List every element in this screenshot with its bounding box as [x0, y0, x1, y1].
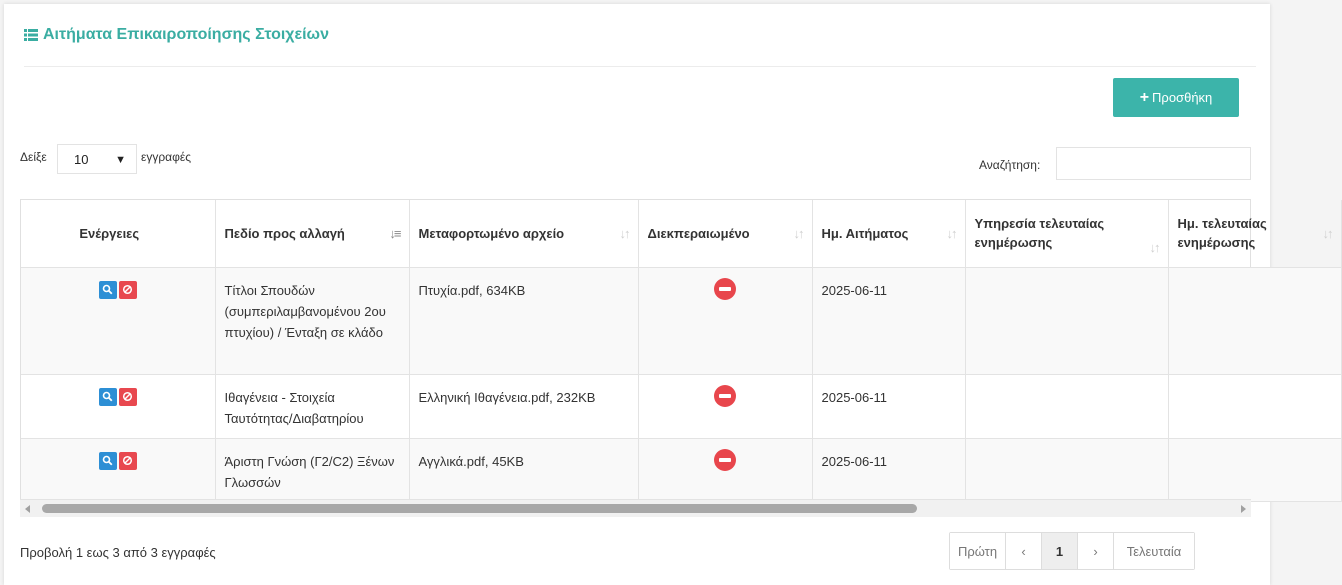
sort-desc-icon: ↓≡: [389, 226, 400, 241]
pagination-last[interactable]: Τελευταία: [1114, 533, 1194, 569]
scroll-left-icon[interactable]: [25, 505, 30, 513]
length-suffix: εγγραφές: [141, 150, 192, 164]
cell-request-date: 2025-06-11: [812, 267, 965, 374]
requests-table: [21, 200, 1342, 502]
pagination-current[interactable]: 1: [1042, 533, 1078, 569]
column-header-last-service[interactable]: Υπηρεσία τελευταίας ενημέρωσης ↓↑: [965, 200, 1168, 267]
page-title-text: Αιτήματα Επικαιροποίησης Στοιχείων: [43, 26, 329, 43]
scrollbar-thumb[interactable]: [42, 504, 917, 513]
column-header-last-update-date[interactable]: Ημ. τελευταίας ενημέρωσης ↓↑: [1168, 200, 1341, 267]
requests-table-wrapper: [20, 199, 1332, 517]
no-entry-icon: [714, 278, 736, 300]
sort-icon: ↓↑: [619, 226, 629, 241]
search-icon: [102, 391, 113, 402]
row-actions: [21, 267, 215, 374]
column-header-actions: Ενέργειες: [21, 200, 215, 267]
table-info: Προβολή 1 εως 3 από 3 εγγραφές: [20, 545, 216, 560]
view-button[interactable]: [99, 452, 117, 470]
page-length-value: 10: [74, 151, 89, 167]
no-entry-icon: [714, 385, 736, 407]
title-divider: [24, 66, 1256, 67]
search-label: Αναζήτηση:: [979, 158, 1041, 172]
cell-request-date: 2025-06-11: [812, 374, 965, 438]
cell-completed: [638, 438, 812, 501]
table-row: [21, 267, 1341, 374]
plus-icon: +: [1139, 88, 1150, 106]
horizontal-scrollbar[interactable]: [20, 499, 1251, 517]
cell-last-service: [965, 438, 1168, 501]
table-row: [21, 438, 1341, 501]
view-button[interactable]: [99, 388, 117, 406]
add-button-label: Προσθήκη: [1152, 90, 1213, 105]
sort-icon: ↓↑: [946, 226, 956, 241]
list-icon: [24, 29, 38, 41]
cell-file: Ελληνική Ιθαγένεια.pdf, 232KB: [409, 374, 638, 438]
sort-icon: ↓↑: [1149, 240, 1159, 255]
pagination-first[interactable]: Πρώτη: [950, 533, 1006, 569]
table-header-row: [21, 200, 1341, 267]
cancel-request-button[interactable]: [119, 281, 137, 299]
chevron-down-icon: ▼: [115, 154, 126, 166]
cell-field: Ιθαγένεια - Στοιχεία Ταυτότητας/Διαβατηρίου: [215, 374, 409, 438]
cell-last-service: [965, 267, 1168, 374]
view-button[interactable]: [99, 281, 117, 299]
cell-last-update: [1168, 374, 1341, 438]
page-length-select[interactable]: [57, 144, 137, 174]
sort-icon: ↓↑: [793, 226, 803, 241]
pagination-prev[interactable]: ‹: [1006, 533, 1042, 569]
row-actions: [21, 374, 215, 438]
no-entry-icon: [714, 449, 736, 471]
search-icon: [102, 455, 113, 466]
cell-field: Άριστη Γνώση (Γ2/C2) Ξένων Γλωσσών: [215, 438, 409, 501]
page-title: [24, 26, 329, 44]
cell-field: Τίτλοι Σπουδών (συμπεριλαμβανομένου 2ου πτυχίου) / Ένταξη σε κλάδο: [215, 267, 409, 374]
cancel-request-button[interactable]: [119, 388, 137, 406]
row-actions: [21, 438, 215, 501]
column-header-request-date[interactable]: Ημ. Αιτήματος ↓↑: [812, 200, 965, 267]
cell-completed: [638, 374, 812, 438]
ban-icon: [122, 284, 133, 295]
ban-icon: [122, 455, 133, 466]
column-header-file[interactable]: Μεταφορτωμένο αρχείο ↓↑: [409, 200, 638, 267]
cell-request-date: 2025-06-11: [812, 438, 965, 501]
search-input[interactable]: [1056, 147, 1251, 180]
cell-file: Αγγλικά.pdf, 45KB: [409, 438, 638, 501]
sort-icon: ↓↑: [1322, 226, 1332, 241]
cell-file: Πτυχία.pdf, 634KB: [409, 267, 638, 374]
cell-completed: [638, 267, 812, 374]
table-row: [21, 374, 1341, 438]
cell-last-service: [965, 374, 1168, 438]
scroll-right-icon[interactable]: [1241, 505, 1246, 513]
add-button[interactable]: [1113, 78, 1239, 117]
cell-last-update: [1168, 267, 1341, 374]
length-label: Δείξε: [20, 150, 47, 164]
column-header-completed[interactable]: Διεκπεραιωμένο ↓↑: [638, 200, 812, 267]
cell-last-update: [1168, 438, 1341, 501]
pagination: [949, 532, 1195, 570]
column-header-field[interactable]: Πεδίο προς αλλαγή ↓≡: [215, 200, 409, 267]
ban-icon: [122, 391, 133, 402]
pagination-next[interactable]: ›: [1078, 533, 1114, 569]
cancel-request-button[interactable]: [119, 452, 137, 470]
search-icon: [102, 284, 113, 295]
